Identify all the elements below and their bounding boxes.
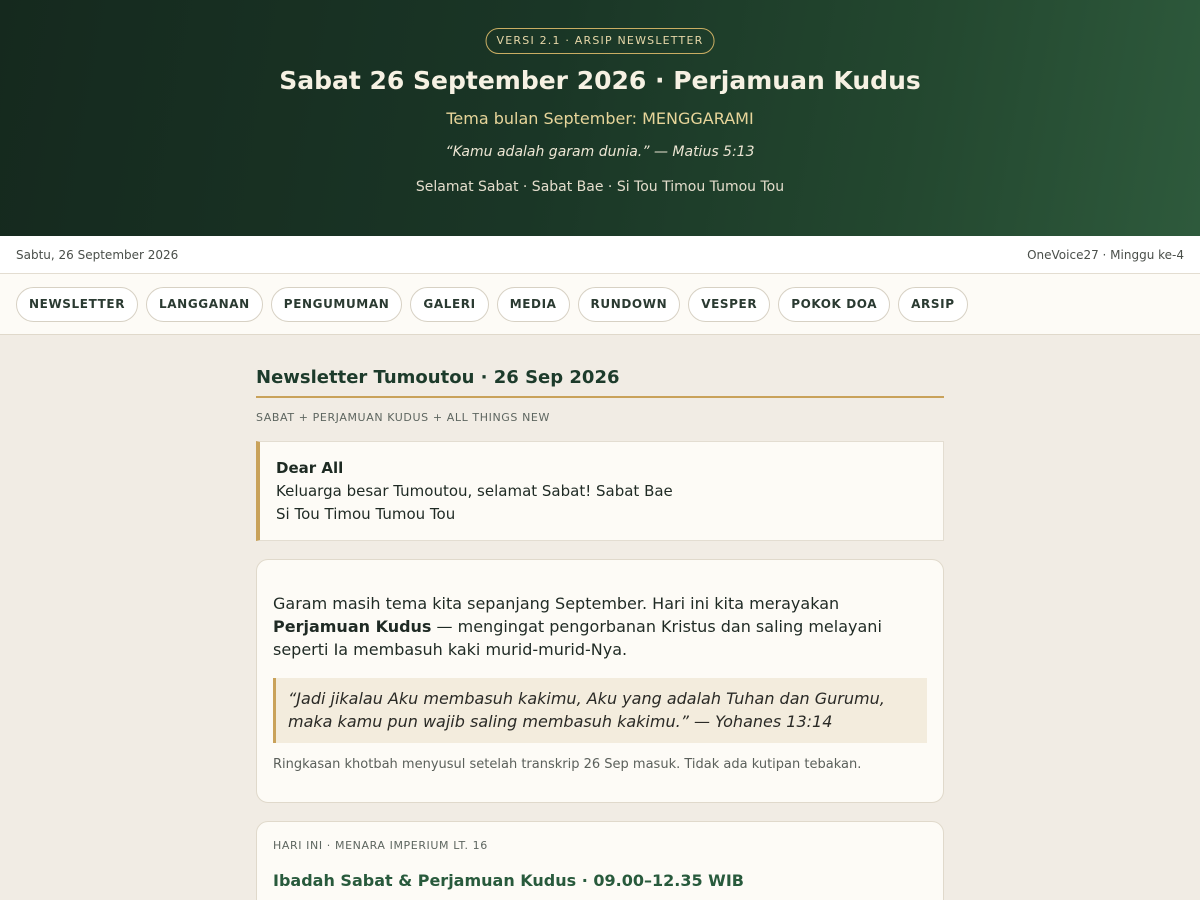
intro-highlight: Perjamuan Kudus [273,617,432,636]
info-bar [0,236,1200,274]
event-location: HARI INI · MENARA IMPERIUM LT. 16 [273,839,488,852]
intro-card [256,559,944,803]
greeting: Selamat Sabat · Sabat Bae · Si Tou Timou Tumou Tou [415,179,785,195]
nav-rundown[interactable]: RUNDOWN [578,287,681,322]
edition-label: OneVoice27 · Minggu ke-4 [1027,247,1184,262]
hero-banner [0,0,1200,236]
event-title: Ibadah Sabat & Perjamuan Kudus · 09.00–12.35 WIB [273,871,744,890]
greeting-line: Si Tou Timou Tumou Tou [276,505,456,523]
newsletter-content [256,335,944,900]
intro-text: — mengingat pengorbanan Kristus dan saling melayani seperti Ia membasuh kaki murid-murid-Nya. [273,617,882,659]
sermon-note: Ringkasan khotbah menyusul setelah transkrip 26 Sep masuk. Tidak ada kutipan tebakan. [273,757,862,772]
nav-vesper[interactable]: VESPER [688,287,770,322]
greeting-heading: Dear All [276,459,344,477]
event-card [256,821,944,900]
main-nav [0,274,1200,335]
page-title: Sabat 26 September 2026 · Perjamuan Kudus [279,66,921,95]
nav-pokok-doa[interactable]: POKOK DOA [778,287,890,322]
bible-quote: “Jadi jikalau Aku membasuh kakimu, Aku yang adalah Tuhan dan Gurumu, maka kamu pun wajib saling membasuh kakimu.” — Yohanes 13:14 [273,678,927,743]
greeting-box [256,441,944,541]
nav-pengumuman[interactable]: PENGUMUMAN [271,287,403,322]
newsletter-title: Newsletter Tumoutou · 26 Sep 2026 [256,367,944,398]
nav-langganan[interactable]: LANGGANAN [146,287,263,322]
nav-galeri[interactable]: GALERI [410,287,488,322]
newsletter-subtitle: SABAT + PERJAMUAN KUDUS + ALL THINGS NEW [256,411,550,424]
nav-arsip[interactable]: ARSIP [898,287,967,322]
intro-paragraph [273,592,927,661]
greeting-line: Keluarga besar Tumoutou, selamat Sabat! Sabat Bae [276,482,673,500]
version-badge: VERSI 2.1 · ARSIP NEWSLETTER [486,28,715,54]
intro-text: Garam masih tema kita sepanjang September. Hari ini kita merayakan [273,594,840,613]
nav-media[interactable]: MEDIA [497,287,570,322]
current-date: Sabtu, 26 September 2026 [16,247,179,262]
month-theme: Tema bulan September: MENGGARAMI [446,109,754,128]
nav-newsletter[interactable]: NEWSLETTER [16,287,138,322]
theme-verse: “Kamu adalah garam dunia.” — Matius 5:13 [445,144,755,160]
